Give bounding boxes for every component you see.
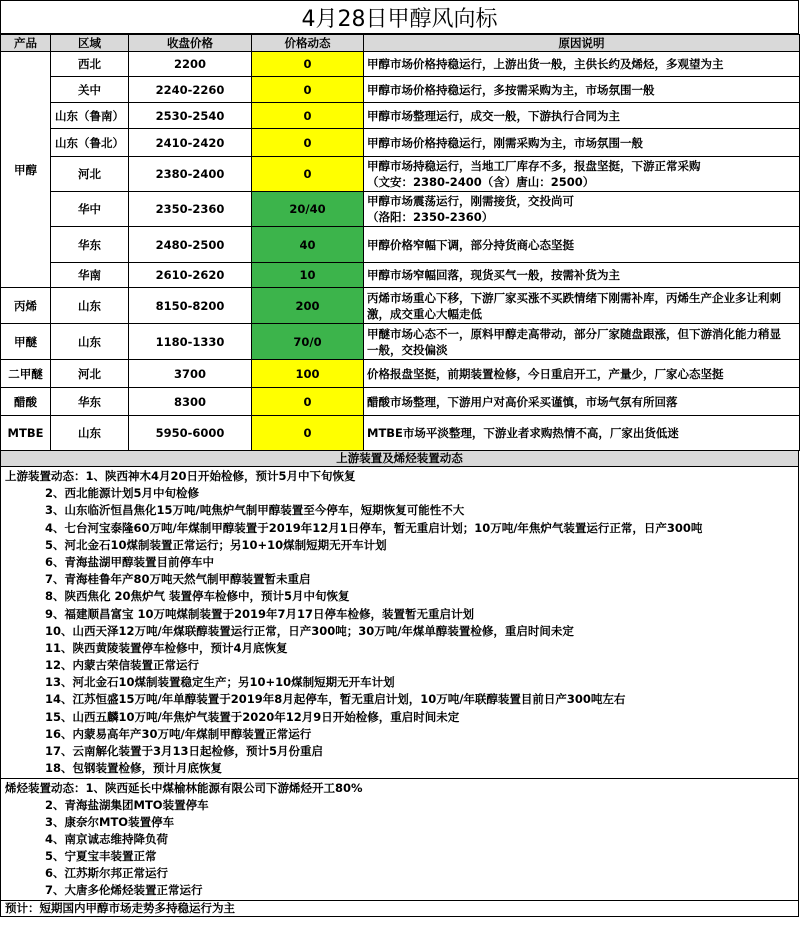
product: MTBE [1,416,51,451]
list-item: 6、青海盐湖甲醇装置目前停车中 [45,554,214,569]
product: 二甲醚 [1,360,51,388]
table-row [1,416,800,451]
reason: 甲醇市场价格持稳运行，多按需采购为主，市场氛围一般 [364,77,800,103]
region: 山东（鲁南） [51,103,129,129]
change: 20/40 [252,192,364,227]
list-item: 15、山西五麟10万吨/年焦炉气装置于2020年12月9日开始检修，重启时间未定 [45,709,460,724]
change: 0 [252,388,364,416]
price: 2480-2500 [129,227,252,263]
product: 甲醚 [1,324,51,360]
change: 70/0 [252,324,364,360]
price: 8150-8200 [129,288,252,324]
change: 10 [252,263,364,288]
upstream-list [0,467,799,779]
list-item: 上游装置动态：1、陕西神木4月20日开始检修，预计5月中下旬恢复 [5,469,356,483]
list-item: 7、青海桂鲁年产80万吨天然气制甲醇装置暂未重启 [45,572,311,587]
price: 8300 [129,388,252,416]
list-item: 13、河北金石10煤制装置稳定生产；另10+10煤制短期无开车计划 [45,675,395,690]
price-table [0,34,800,451]
region: 山东（鲁北） [51,129,129,157]
price: 2530-2540 [129,103,252,129]
reason: 价格报盘坚挺，前期装置检修，今日重启开工，产量少，厂家心态坚挺 [364,360,800,388]
table-row [1,192,800,227]
price: 2200 [129,52,252,77]
list-item: 5、宁夏宝丰装置正常 [45,849,157,864]
change: 0 [252,52,364,77]
reason: 甲醇市场价格持稳运行，上游出货一般，主供长约及烯烃，多观望为主 [364,52,800,77]
table-header [1,35,800,52]
list-item: 6、江苏斯尔邦正常运行 [45,866,169,881]
table-row [1,263,800,288]
forecast-note: 预计：短期国内甲醇市场走势多持稳运行为主 [0,901,799,917]
list-item: 2、西北能源计划5月中旬检修 [45,486,200,501]
list-item: 18、包钢装置检修，预计月底恢复 [45,761,223,776]
header-price: 收盘价格 [129,35,252,52]
price: 2410-2420 [129,129,252,157]
price: 2380-2400 [129,157,252,192]
table-row [1,388,800,416]
reason: 甲醇市场窄幅回落，现货买气一般，按需补货为主 [364,263,800,288]
price: 1180-1330 [129,324,252,360]
price: 2350-2360 [129,192,252,227]
change: 100 [252,360,364,388]
list-item: 4、南京诚志维持降负荷 [45,832,169,847]
list-item: 8、陕西焦化 20焦炉气 装置停车检修中，预计5月中旬恢复 [45,589,350,604]
list-item: 3、康奈尔MTO装置停车 [45,815,175,830]
reason: 醋酸市场整理，下游用户对高价采买谨慎，市场气氛有所回落 [364,388,800,416]
table-row [1,360,800,388]
region: 山东 [51,416,129,451]
table-row [1,324,800,360]
header-reason: 原因说明 [364,35,800,52]
reason: 甲醇市场震荡运行，刚需接货，交投尚可 （洛阳：2350-2360） [364,192,800,227]
reason: 甲醇市场持稳运行，当地工厂库存不多，报盘坚挺，下游正常采购 （文安：2380-2400（含）唐山：2500） [364,157,800,192]
product-methanol: 甲醇 [1,52,51,288]
region: 西北 [51,52,129,77]
product: 丙烯 [1,288,51,324]
reason: 甲醇市场价格持稳运行，刚需采购为主，市场氛围一般 [364,129,800,157]
list-item: 7、大唐多伦烯烃装置正常运行 [45,883,203,898]
list-item: 10、山西天泽12万吨/年煤联醇装置运行正常，日产300吨；30万吨/年煤单醇装置检修，重启时间未定 [45,623,574,638]
change: 0 [252,129,364,157]
list-item: 11、陕西黄陵装置停车检修中，预计4月底恢复 [45,640,288,655]
change: 200 [252,288,364,324]
region: 华南 [51,263,129,288]
region: 关中 [51,77,129,103]
table-row [1,129,800,157]
header-change: 价格动态 [252,35,364,52]
list-item: 17、云南解化装置于3月13日起检修，预计5月份重启 [45,744,324,758]
reason: 甲醇市场整理运行，成交一般，下游执行合同为主 [364,103,800,129]
change: 0 [252,157,364,192]
reason: 甲醇价格窄幅下调，部分持货商心态坚挺 [364,227,800,263]
table-row [1,227,800,263]
change: 0 [252,77,364,103]
region: 山东 [51,288,129,324]
region: 河北 [51,157,129,192]
list-item: 16、内蒙易高年产30万吨/年煤制甲醇装置正常运行 [45,726,312,741]
price: 2240-2260 [129,77,252,103]
upstream-section-title: 上游装置及烯烃装置动态 [0,451,799,467]
page-title: 4月28日甲醇风向标 [0,0,799,34]
table-row [1,103,800,129]
region: 华东 [51,388,129,416]
list-item: 4、七台河宝泰隆60万吨/年煤制甲醇装置于2019年12月1日停车，暂无重启计划；10万吨/年焦炉气装置运行正常，日产300吨 [45,520,703,535]
olefin-list [0,779,799,901]
change: 0 [252,416,364,451]
list-item: 烯烃装置动态：1、陕西延长中煤榆林能源有限公司下游烯烃开工80% [5,781,363,796]
list-item: 12、内蒙古荣信装置正常运行 [45,658,200,673]
list-item: 2、青海盐湖集团MTO装置停车 [45,798,209,813]
reason: MTBE市场平淡整理，下游业者求购热情不高，厂家出货低迷 [364,416,800,451]
region: 山东 [51,324,129,360]
list-item: 5、河北金石10煤制装置正常运行；另10+10煤制短期无开车计划 [45,537,387,552]
reason: 丙烯市场重心下移，下游厂家买涨不买跌情绪下刚需补库，丙烯生产企业多让利刺 激，成交重心大幅走低 [364,288,800,324]
list-item: 3、山东临沂恒昌焦化15万吨/吨焦炉气制甲醇装置至今停车，短期恢复可能性不大 [45,503,465,518]
list-item: 14、江苏恒盛15万吨/年单醇装置于2019年8月起停车，暂无重启计划，10万吨/年联醇装置目前日产300吨左右 [45,692,626,707]
table-row [1,288,800,324]
table-row [1,52,800,77]
region: 华中 [51,192,129,227]
product: 醋酸 [1,388,51,416]
table-row [1,157,800,192]
table-row [1,77,800,103]
list-item: 9、福建顺昌富宝 10万吨煤制装置于2019年7月17日停车检修，装置暂无重启计划 [45,606,475,621]
header-product: 产品 [1,35,51,52]
price: 5950-6000 [129,416,252,451]
header-region: 区域 [51,35,129,52]
change: 40 [252,227,364,263]
change: 0 [252,103,364,129]
price: 2610-2620 [129,263,252,288]
price: 3700 [129,360,252,388]
reason: 甲醚市场心态不一，原料甲醇走高带动，部分厂家随盘跟涨，但下游消化能力稍显 一般，交投偏淡 [364,324,800,360]
region: 河北 [51,360,129,388]
region: 华东 [51,227,129,263]
